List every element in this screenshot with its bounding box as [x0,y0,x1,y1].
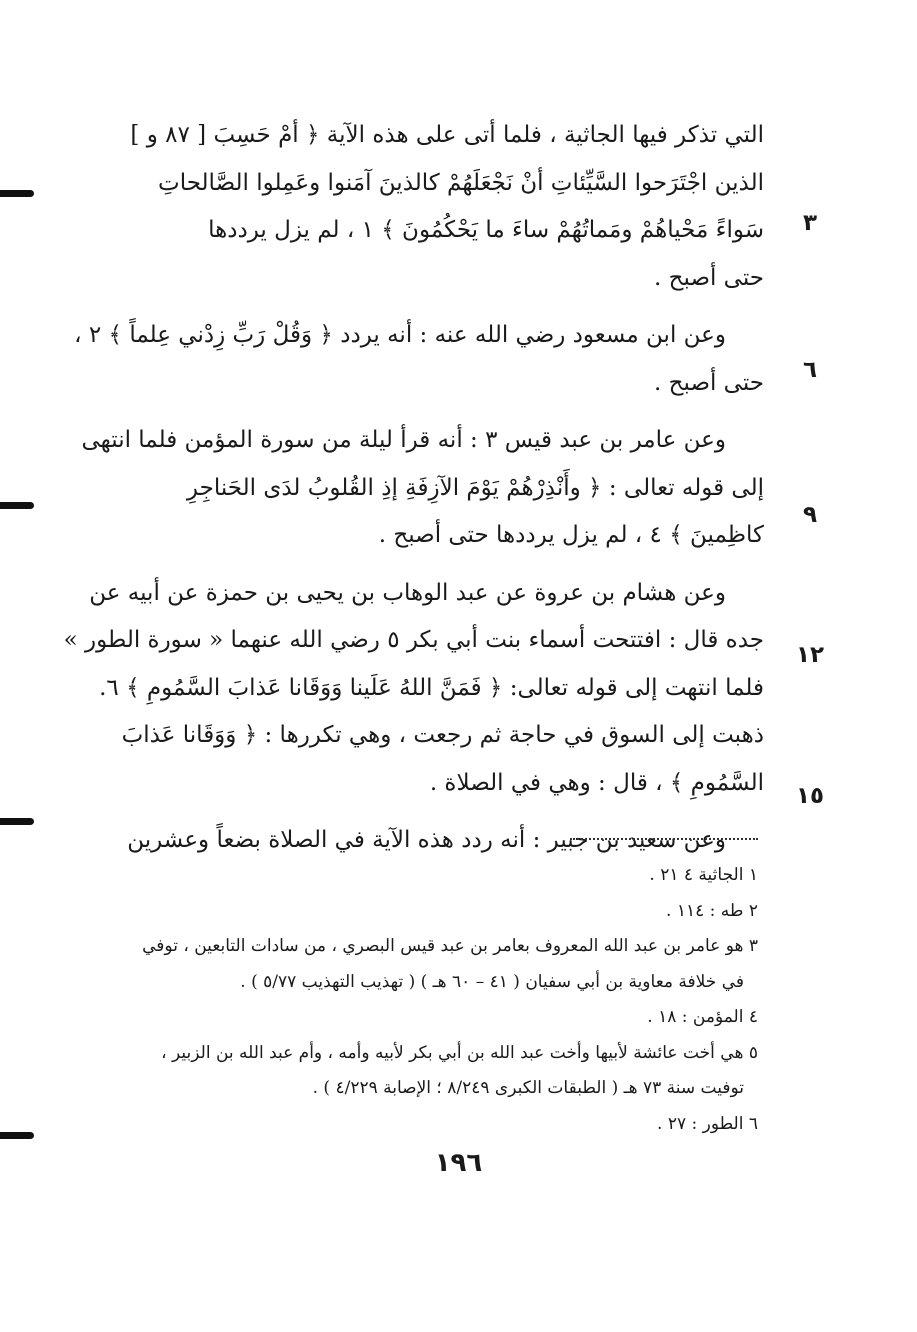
line-number: ٦ [802,357,818,383]
paragraph-2 [74,312,764,407]
text-line: وعن هشام بن عروة عن عبد الوهاب بن يحيى بن حمزة عن أبيه عن [89,579,726,606]
text-line: ذهبت إلى السوق في حاجة ثم رجعت ، وهي تكررها : ﴿ وَوَقَانا عَذابَ [121,722,764,748]
footnote-separator [570,838,758,840]
text-line: حتى أصبح . [654,264,764,291]
footnote-3: ٣ هو عامر بن عبد الله المعروف بعامر بن عبد قيس البصري ، من سادات التابعين ، توفي [142,936,758,956]
text-line: كاظِمينَ ﴾ ٤ ، لم يزل يرددها حتى أصبح . [378,522,764,548]
text-line: حتى أصبح . [654,369,764,396]
footnote-6: ٦ الطور : ٢٧ . [657,1113,758,1134]
edge-mark [0,502,34,509]
paragraph-3 [81,417,764,560]
line-number: ٩ [802,502,818,528]
text-line: جده قال : افتتحت أسماء بنت أبي بكر ٥ رضي الله عنهما « سورة الطور » [63,627,764,653]
edge-mark [0,818,34,825]
text-line: وعن سعيد بن جبير : أنه ردد هذه الآية في الصلاة بضعاً وعشرين [127,827,726,853]
line-number: ١٥ [795,783,825,809]
text-line: الذين اجْتَرَحوا السَّيِّئاتِ أنْ نَجْعَلَهُمْ كالذينَ آمَنوا وعَمِلوا الصَّالحاتِ [158,169,764,196]
text-line: التي تذكر فيها الجاثية ، فلما أتى على هذه الآية ﴿ أمْ حَسِبَ [ ٨٧ و ] [130,122,764,148]
text-line: السَّمُومِ ﴾ ، قال : وهي في الصلاة . [429,769,764,796]
paragraph-1 [92,112,764,302]
text-line: وعن ابن مسعود رضي الله عنه : أنه يردد ﴿ وَقُلْ رَبِّ زِدْني عِلماً ﴾ ٢ ، [74,322,726,348]
text-line: إلى قوله تعالى : ﴿ وأَنْذِرْهُمْ يَوْمَ الآزِفَةِ إذِ القُلوبُ لدَى الحَناجِرِ [186,474,764,501]
edge-mark [0,1132,34,1139]
footnote-5: ٥ هي أخت عائشة لأبيها وأخت عبد الله بن أبي بكر لأبيه وأمه ، وأم عبد الله بن الزبير ، [161,1042,758,1063]
text-line: وعن عامر بن عبد قيس ٣ : أنه قرأ ليلة من سورة المؤمن فلما انتهى [81,427,726,453]
footnote-2: ٢ طه : ١١٤ . [666,900,758,921]
line-number: ٣ [802,210,818,236]
edge-mark [0,190,34,197]
main-text [63,112,764,875]
text-line: سَواءً مَحْياهُمْ ومَماتُهُمْ ساءَ ما يَحْكُمُونَ ﴾ ١ ، لم يزل يرددها [208,217,764,243]
line-number: ١٢ [795,642,825,668]
footnotes [92,858,758,1142]
paragraph-4 [63,570,764,808]
footnote-4: ٤ المؤمن : ١٨ . [647,1007,758,1027]
footnote-5-continued: توفيت سنة ٧٣ هـ ( الطبقات الكبرى ٨/٢٤٩ ؛ الإصابة ٤/٢٢٩ ) . [312,1078,744,1098]
footnote-1: ١ الجاثية ٤ ٢١ . [649,865,758,885]
text-line: فلما انتهت إلى قوله تعالى: ﴿ فَمَنَّ اللهُ عَلَينا وَوَقَانا عَذابَ السَّمُومِ ﴾ ٦. [99,674,764,701]
page-number: ١٩٦ [434,1148,483,1178]
footnote-3-continued: في خلافة معاوية بن أبي سفيان ( ٤١ – ٦٠ هـ ) ( تهذيب التهذيب ٥/٧٧ ) . [240,971,744,992]
